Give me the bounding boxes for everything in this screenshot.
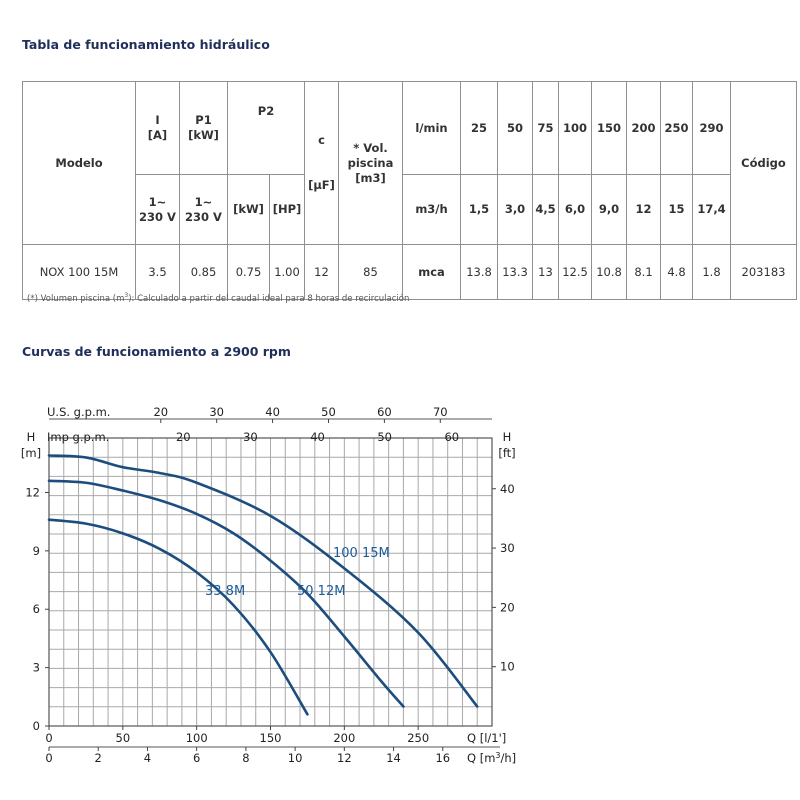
header-p2-hp: [HP] xyxy=(270,175,305,245)
x-tick-label-m3h: 6 xyxy=(193,751,201,765)
header-m3h: m3/h xyxy=(403,175,461,245)
cell-mca: 12.5 xyxy=(559,245,592,300)
x-tick-label-impgpm: 60 xyxy=(444,430,460,444)
m3h-value: 4,5 xyxy=(533,175,559,245)
header-lmin: l/min xyxy=(403,82,461,175)
lmin-value: 50 xyxy=(498,82,533,175)
header-codigo: Código xyxy=(731,82,797,245)
pump-curve-line xyxy=(49,520,307,715)
x-tick-label-m3h: 4 xyxy=(143,751,152,765)
cell-p2-kw: 0.75 xyxy=(228,245,270,300)
x-tick-label-impgpm: 50 xyxy=(377,430,392,444)
cell-mca: 8.1 xyxy=(627,245,661,300)
cell-mca: 1.8 xyxy=(693,245,731,300)
lmin-value: 75 xyxy=(533,82,559,175)
header-c: c [µF] xyxy=(305,82,339,245)
curve-label: 50 12M xyxy=(297,584,346,599)
x-tick-label-impgpm: 40 xyxy=(310,430,325,444)
x-tick-label-m3h: 16 xyxy=(435,751,451,765)
x-tick-label-usgpm: 40 xyxy=(265,405,280,419)
lmin-value: 200 xyxy=(627,82,661,175)
x-tick-label-m3h: 10 xyxy=(287,751,303,765)
header-i: I [A] xyxy=(136,82,180,175)
pump-curve-chart xyxy=(0,398,800,798)
y-tick-label-ft: 30 xyxy=(500,541,515,556)
x-tick-label-usgpm: 30 xyxy=(209,405,225,419)
lmin-value: 100 xyxy=(559,82,592,175)
x-tick-label-lmin: 100 xyxy=(185,731,208,745)
cell-mca: 13 xyxy=(533,245,559,300)
x-tick-label-m3h: 8 xyxy=(242,751,250,765)
x-tick-label-lmin: 150 xyxy=(259,731,282,745)
y-tick-label-m: 6 xyxy=(32,602,40,617)
x-tick-label-usgpm: 20 xyxy=(153,405,169,419)
cell-mca: 4.8 xyxy=(661,245,693,300)
y-tick-label-m: 12 xyxy=(25,485,40,500)
cell-mca: 13.3 xyxy=(498,245,533,300)
x-tick-label-usgpm: 60 xyxy=(377,405,392,419)
cell-mca: 10.8 xyxy=(592,245,627,300)
cell-p2-hp: 1.00 xyxy=(270,245,305,300)
header-i-sub: 1~ 230 V xyxy=(136,175,180,245)
lmin-value: 250 xyxy=(661,82,693,175)
lmin-value: 150 xyxy=(592,82,627,175)
x-tick-label-lmin: 250 xyxy=(407,731,430,745)
x-tick-label-m3h: 0 xyxy=(45,751,53,765)
x-axis-label-usgpm: U.S. g.p.m. xyxy=(47,405,111,419)
m3h-value: 1,5 xyxy=(461,175,498,245)
lmin-value: 290 xyxy=(693,82,731,175)
y-axis-label-h-right: H xyxy=(502,430,512,444)
cell-vol: 85 xyxy=(339,245,403,300)
m3h-value: 12 xyxy=(627,175,661,245)
x-tick-label-m3h: 12 xyxy=(337,751,352,765)
lmin-value: 25 xyxy=(461,82,498,175)
y-tick-label-ft: 40 xyxy=(500,481,515,496)
x-tick-label-impgpm: 30 xyxy=(243,430,258,444)
m3h-value: 17,4 xyxy=(693,175,731,245)
y-axis-unit-ft: [ft] xyxy=(498,446,516,460)
y-axis-label-h-left: H xyxy=(26,430,36,444)
x-tick-label-m3h: 2 xyxy=(94,751,102,765)
x-tick-label-usgpm: 50 xyxy=(321,405,336,419)
footnote: (*) Volumen piscina $(m^3)$: Calculado a partir del caudal ideal para 8 horas de recirculación xyxy=(27,292,410,304)
header-p2-kw: [kW] xyxy=(228,175,270,245)
x-tick-label-lmin: 200 xyxy=(333,731,356,745)
x-axis-label-lmin: Q [l/1'] xyxy=(467,731,507,745)
x-tick-label-lmin: 50 xyxy=(115,731,131,745)
cell-modelo: NOX 100 15M xyxy=(23,245,136,300)
cell-p1: 0.85 xyxy=(180,245,228,300)
x-tick-label-impgpm: 20 xyxy=(175,430,191,444)
header-modelo: Modelo xyxy=(23,82,136,245)
header-vol-piscina: * Vol. piscina [m3] xyxy=(339,82,403,245)
curve-label: 100 15M xyxy=(333,546,390,561)
cell-unit-mca: mca xyxy=(403,245,461,300)
m3h-value: 9,0 xyxy=(592,175,627,245)
x-tick-label-m3h: 14 xyxy=(386,751,401,765)
cell-mca: 13.8 xyxy=(461,245,498,300)
table-section-title: Tabla de funcionamiento hidráulico xyxy=(22,37,270,52)
m3h-value: 15 xyxy=(661,175,693,245)
cell-i: 3.5 xyxy=(136,245,180,300)
cell-c: 12 xyxy=(305,245,339,300)
m3h-value: 6,0 xyxy=(559,175,592,245)
x-tick-label-lmin: 0 xyxy=(45,731,53,745)
hydraulic-table xyxy=(22,81,797,300)
y-axis-unit-m: [m] xyxy=(20,446,42,460)
y-tick-label-ft: 20 xyxy=(500,600,515,615)
m3h-value: 3,0 xyxy=(498,175,533,245)
x-tick-label-usgpm: 70 xyxy=(432,405,448,419)
header-p2: P2 xyxy=(228,82,305,175)
cell-codigo: 203183 xyxy=(731,245,797,300)
curve-label: 33 8M xyxy=(205,584,246,599)
header-p1-sub: 1~ 230 V xyxy=(180,175,228,245)
y-tick-label-ft: 10 xyxy=(500,659,515,674)
chart-section-title: Curvas de funcionamiento a 2900 rpm xyxy=(22,344,291,359)
y-tick-label-m: 0 xyxy=(32,719,40,733)
y-tick-label-m: 9 xyxy=(32,543,40,558)
x-axis-label-impgpm: Imp g.p.m. xyxy=(47,430,110,444)
header-p1: P1 [kW] xyxy=(180,82,228,175)
y-tick-label-m: 3 xyxy=(32,660,40,675)
x-axis-label-m3h: Q $[m^3/h]$ xyxy=(467,751,517,765)
